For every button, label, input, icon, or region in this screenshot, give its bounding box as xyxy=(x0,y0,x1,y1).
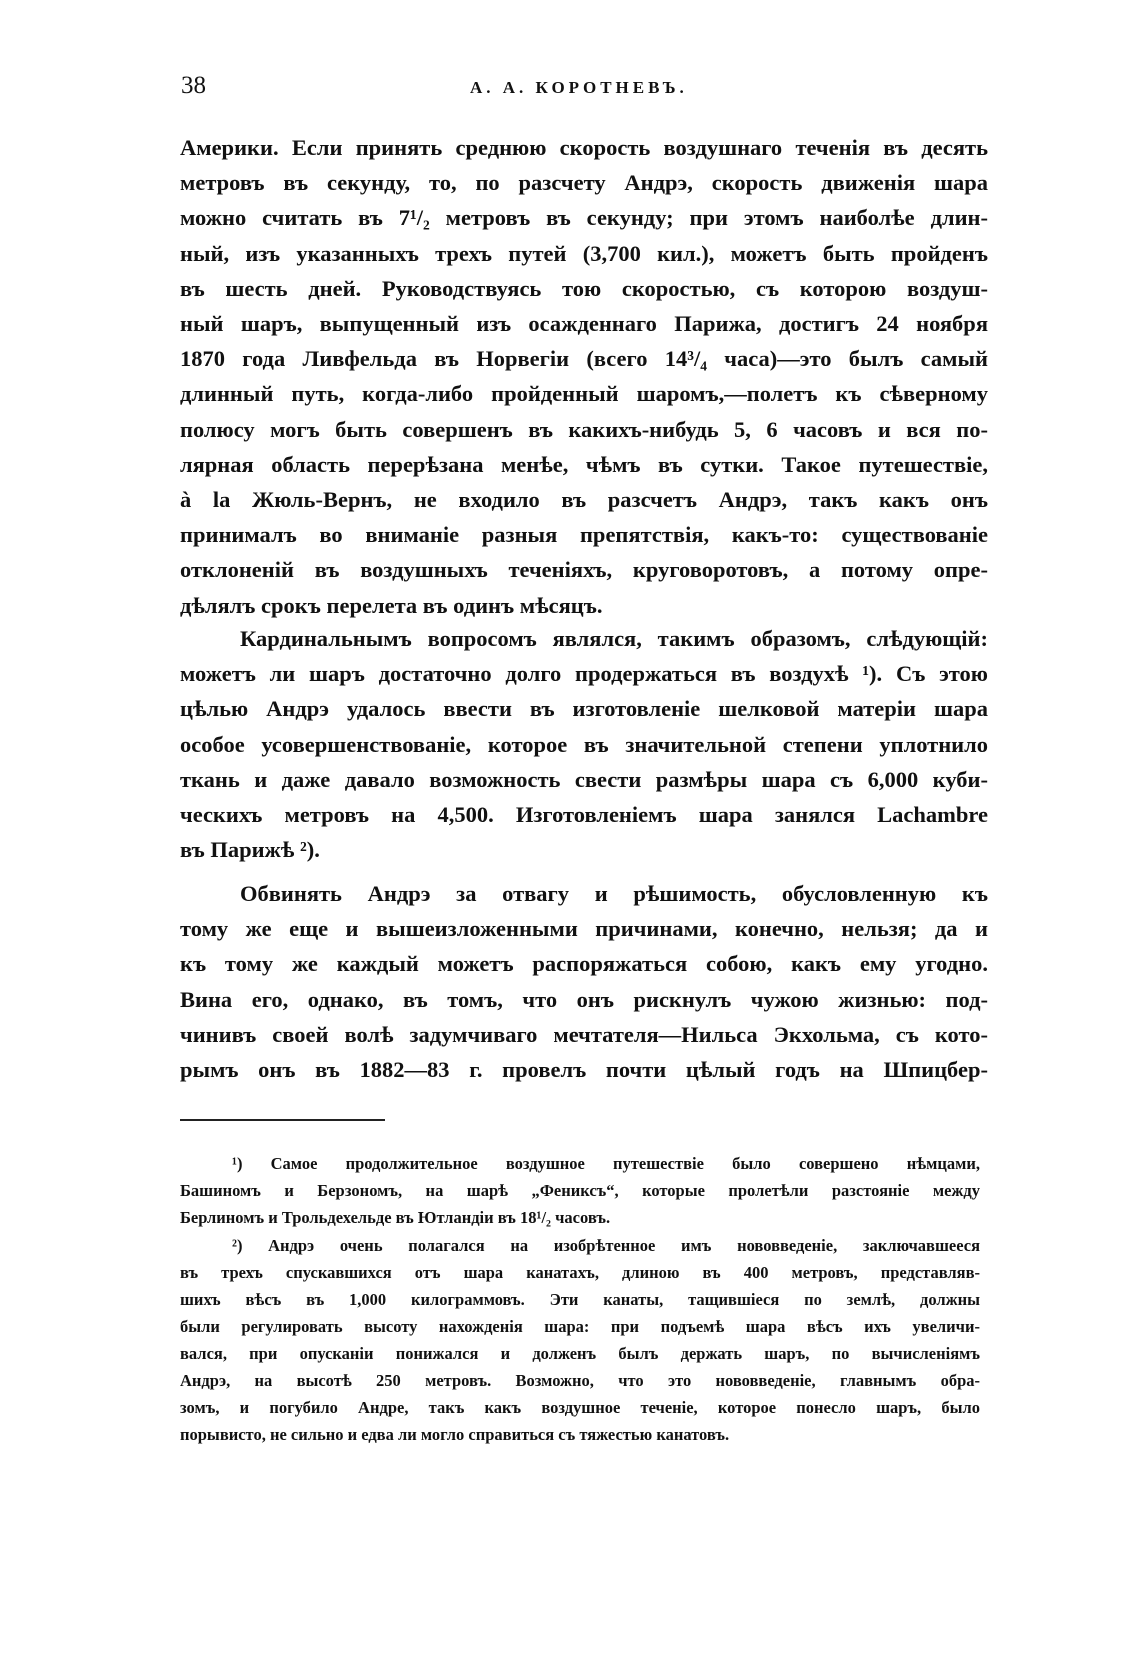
footnote-line: въ трехъ спускавшихся отъ шара канатахъ, длиною въ 400 метровъ, представляв- xyxy=(180,1263,980,1282)
footnote-line: Андрэ, на высотѣ 250 метровъ. Возможно, что это нововведеніе, главнымъ обра- xyxy=(180,1371,980,1390)
body-line: Вина его, однако, въ томъ, что онъ рискнулъ чужою жизнью: под- xyxy=(180,986,988,1012)
body-line: метровъ въ секунду, то, по разсчету Андрэ, скорость движенія шара xyxy=(180,170,988,196)
page-number: 38 xyxy=(181,72,206,99)
body-line: длинный путь, когда-либо пройденный шаромъ,—полетъ къ сѣверному xyxy=(180,381,988,407)
body-line: à la Жюль-Вернъ, не входило въ разсчетъ Андрэ, такъ какъ онъ xyxy=(180,487,988,512)
footnote-line: Берлиномъ и Трольдехельде въ Ютландіи въ 18¹/₂ часовъ. xyxy=(180,1208,611,1227)
body-line: ный шаръ, выпущенный изъ осажденнаго Парижа, достигъ 24 ноября xyxy=(180,311,988,336)
body-line: ческихъ метровъ на 4,500. Изготовленіемъ шара занялся Lachambre xyxy=(180,802,988,827)
running-title: А. А. КОРОТНЕВЪ. xyxy=(470,78,688,97)
body-line: дѣлялъ срокъ перелета въ одинъ мѣсяцъ. xyxy=(180,592,603,618)
footnote-line: ¹) Самое продолжительное воздушное путешествіе было совершено нѣмцами, xyxy=(232,1154,980,1173)
footnote-line: были регулировать высоту нахожденія шара: при подъемѣ шара вѣсъ ихъ увеличи- xyxy=(180,1317,980,1336)
body-line: Америки. Если принять среднюю скорость воздушнаго теченія въ десять xyxy=(180,135,988,160)
body-line: лярная область перерѣзана менѣе, чѣмъ въ сутки. Такое путешествіе, xyxy=(180,451,988,477)
footnote-line: Башиномъ и Берзономъ, на шарѣ „Фениксъ“, которые пролетѣли разстояніе между xyxy=(180,1181,980,1200)
body-line: въ шесть дней. Руководствуясь тою скоростью, съ которою воздуш- xyxy=(180,275,988,301)
body-line: къ тому же каждый можетъ распоряжаться собою, какъ ему угодно. xyxy=(180,951,988,977)
body-line: особое усовершенствованіе, которое въ значительной степени уплотнило xyxy=(180,731,988,757)
body-line: 1870 года Ливфельда въ Норвегіи (всего 14³/₄ часа)—это былъ самый xyxy=(180,346,988,372)
footnote-divider xyxy=(180,1119,385,1121)
body-line: принималъ во вниманіе разныя препятствія, какъ-то: существованіе xyxy=(180,522,988,548)
body-line: цѣлью Андрэ удалось ввести въ изготовленіе шелковой матеріи шара xyxy=(180,696,988,722)
body-line: отклоненій въ воздушныхъ теченіяхъ, круговоротовъ, а потому опре- xyxy=(180,557,988,583)
footnote-line: зомъ, и погубило Андре, такъ какъ воздушное теченіе, которое понесло шаръ, было xyxy=(180,1398,980,1417)
footnote-line: порывисто, не сильно и едва ли могло справиться съ тяжестью канатовъ. xyxy=(180,1425,730,1444)
footnote-line: ²) Андрэ очень полагался на изобрѣтенное имъ нововведеніе, заключавшееся xyxy=(232,1236,980,1255)
body-line: чинивъ своей волѣ задумчиваго мечтателя—Нильса Экхольма, съ кото- xyxy=(180,1021,988,1047)
body-line: рымъ онъ въ 1882—83 г. провелъ почти цѣлый годъ на Шпицбер- xyxy=(180,1057,988,1082)
footnote-line: вался, при опусканіи понижался и долженъ былъ держать шаръ, по вычисленіямъ xyxy=(180,1344,980,1363)
body-line: ткань и даже давало возможность свести размѣры шара съ 6,000 куби- xyxy=(180,766,988,792)
body-line: ный, изъ указанныхъ трехъ путей (3,700 кил.), можетъ быть пройденъ xyxy=(180,240,988,266)
body-line: тому же еще и вышеизложенными причинами, конечно, нельзя; да и xyxy=(180,916,988,942)
body-line: Кардинальнымъ вопросомъ являлся, такимъ образомъ, слѣдующій: xyxy=(240,626,988,651)
body-line: можно считать въ 7¹/₂ метровъ въ секунду; при этомъ наиболѣе длин- xyxy=(180,205,988,231)
body-line: въ Парижѣ ²). xyxy=(180,837,320,863)
body-line: Обвинять Андрэ за отвагу и рѣшимость, обусловленную къ xyxy=(240,881,988,906)
body-line: можетъ ли шаръ достаточно долго продержаться въ воздухѣ ¹). Съ этою xyxy=(180,661,988,687)
body-line: полюсу могъ быть совершенъ въ какихъ-нибудь 5, 6 часовъ и вся по- xyxy=(180,416,988,442)
footnote-line: шихъ вѣсъ въ 1,000 килограммовъ. Эти канаты, тащившіеся по землѣ, должны xyxy=(180,1290,980,1309)
